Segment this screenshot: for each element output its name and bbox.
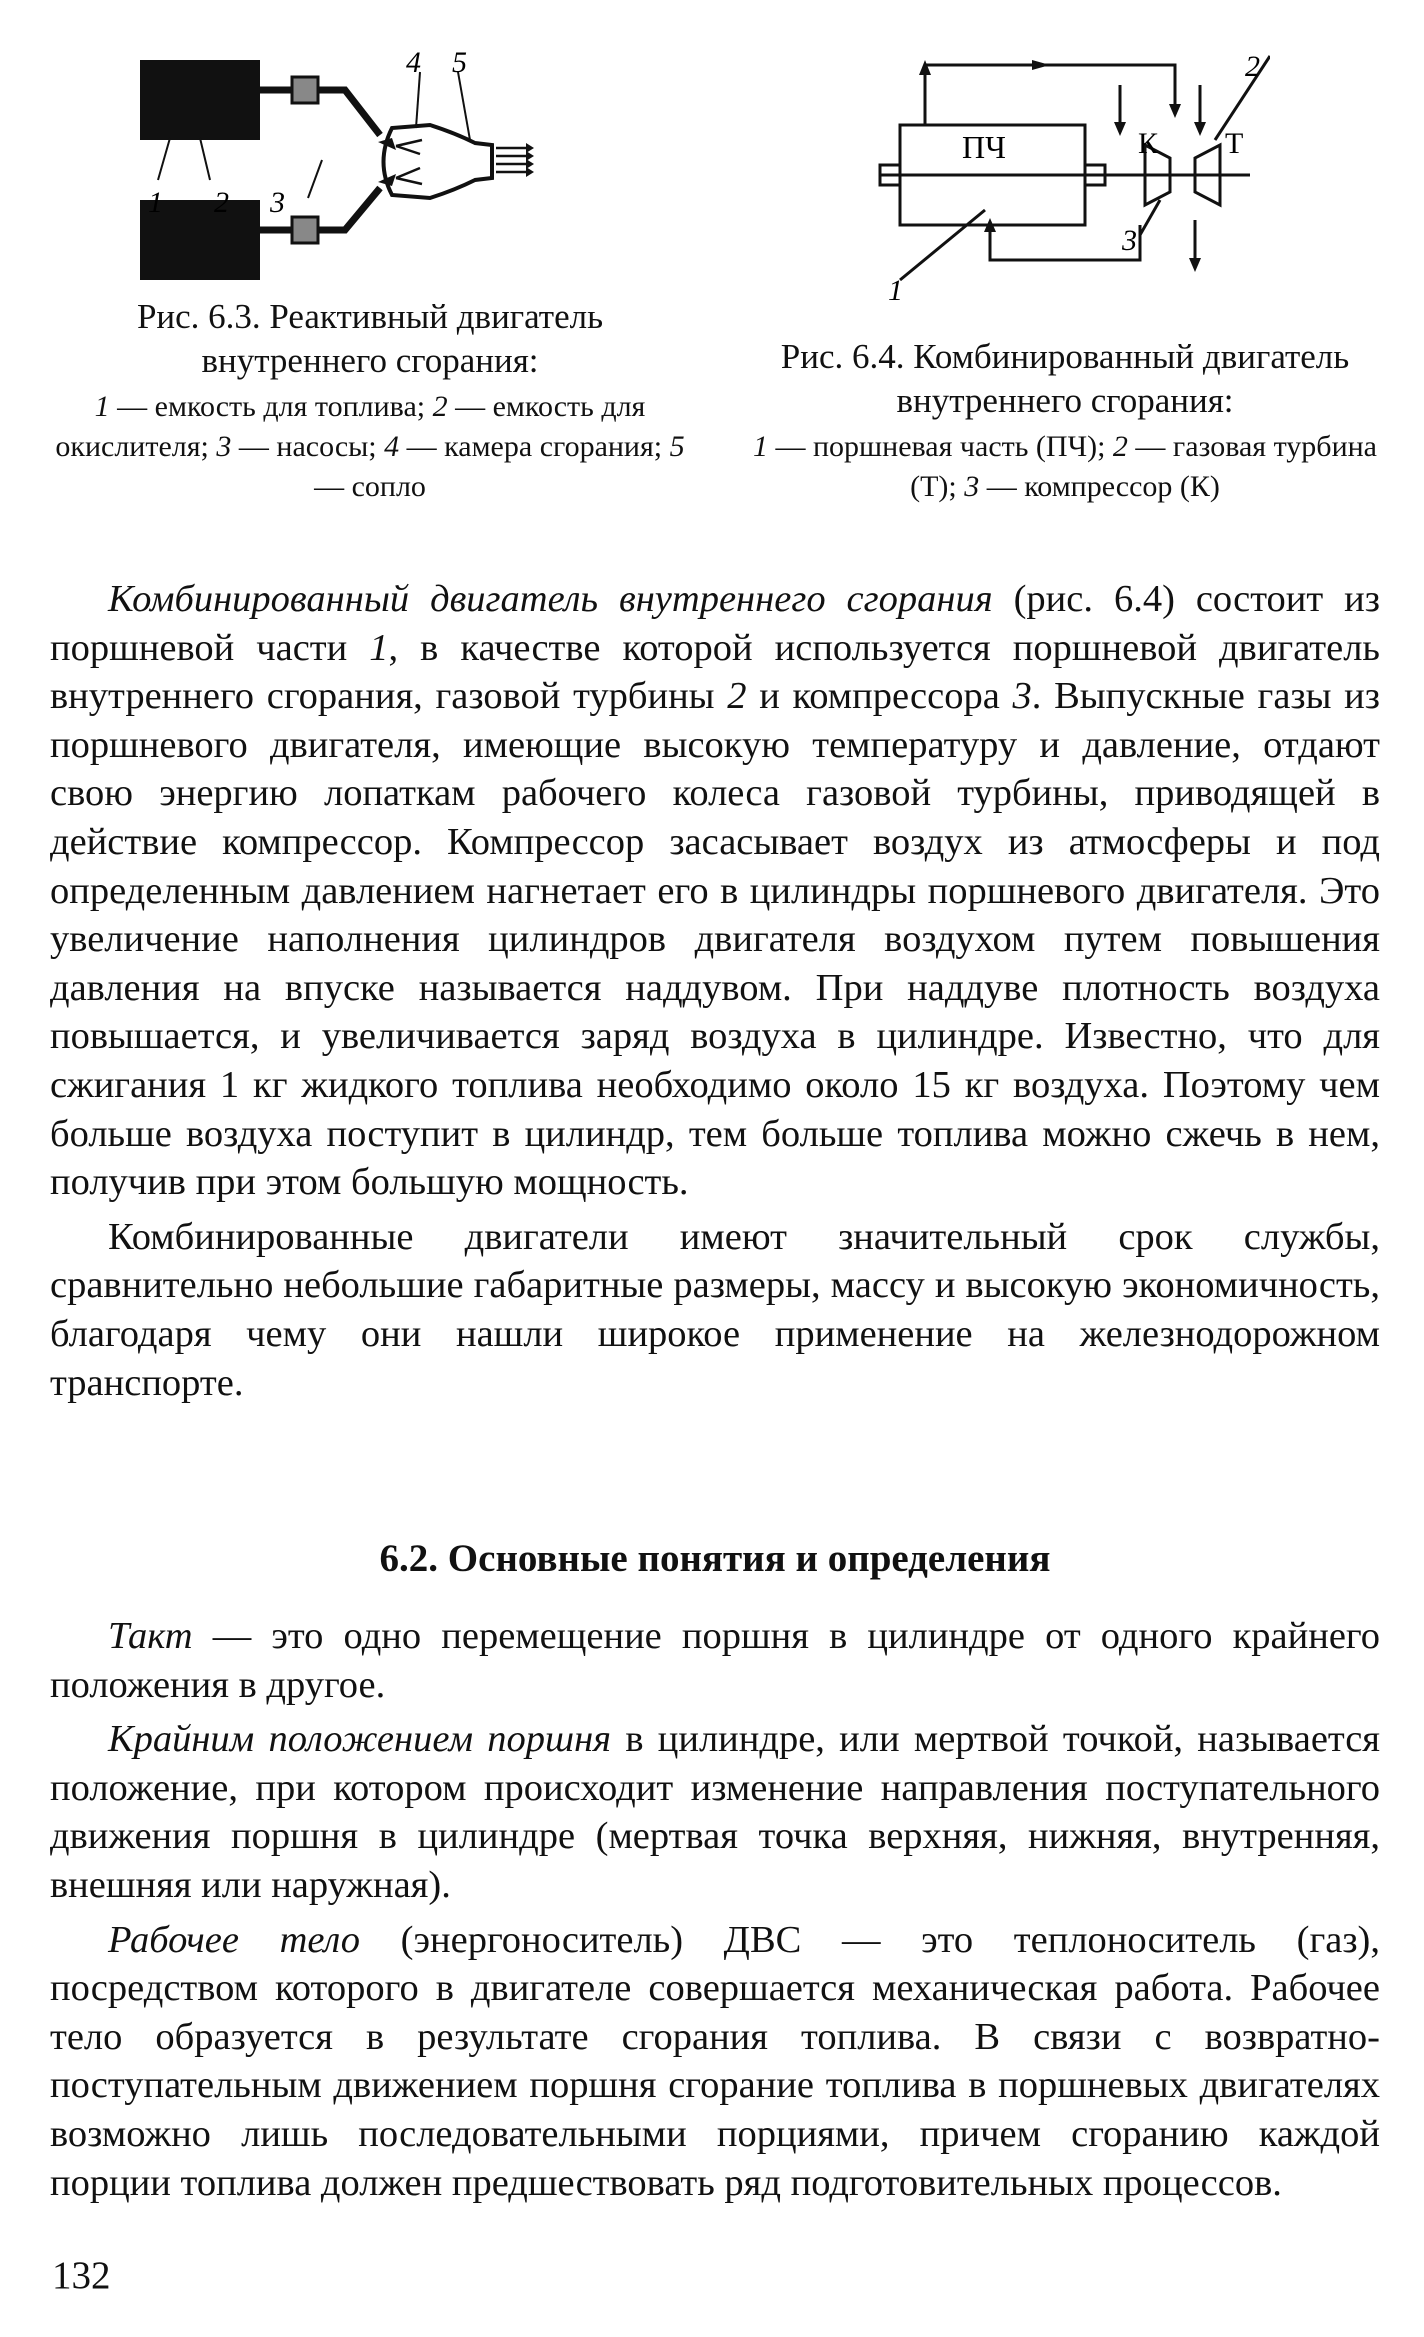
- fig64-label-2: 2: [1245, 50, 1260, 83]
- figure-6-3-caption-title: Рис. 6.3. Реактивный двигатель внутреннего сгорания:: [136, 297, 604, 380]
- paragraph-dead-center-definition: Крайним положением поршня в цилиндре, или мертвой точкой, называется положение, при котором происходит изменение направления поступательного движения поршня в цилиндре (мертвая точка верхняя, нижняя, внутренняя, внешняя или наружная).: [50, 1718, 1380, 1906]
- fig63-label-4: 4: [406, 50, 421, 79]
- figure-6-4-caption: [735, 335, 1395, 507]
- section-heading: 6.2. Основные понятия и определения: [379, 1537, 1051, 1580]
- page-number: 132: [52, 2254, 111, 2297]
- fig64-label-1: 1: [888, 274, 903, 307]
- fig64-label-k: К: [1138, 127, 1159, 160]
- body-text: [50, 575, 1380, 1407]
- figure-6-4-diagram: [870, 50, 1270, 310]
- fig63-label-5: 5: [452, 50, 467, 79]
- figure-6-3-diagram: [130, 50, 600, 280]
- paragraph-stroke-definition: Такт — это одно перемещение поршня в цилиндре от одного крайнего положения в другое.: [50, 1615, 1380, 1706]
- figure-6-4-caption-title: Рис. 6.4. Комбинированный двигатель внутреннего сгорания:: [780, 337, 1350, 420]
- paragraph-working-fluid-definition: Рабочее тело (энергоноситель) ДВС — это теплоноситель (газ), посредством которого в двигателе совершается механическая работа. Рабочее тело образуется в результате сгорания топлива. В связи с возвратно-поступательным движением поршня сгорание топлива в поршневых двигателях возможно лишь последовательными порциями, причем сгоранию каждой порции топлива должен предшествовать ряд подготовительных процессов.: [50, 1918, 1380, 2204]
- paragraph-combined-engine: Комбинированный двигатель внутреннего сгорания (рис. 6.4) состоит из поршневой части 1, в качестве которой используется поршневой двигатель внутреннего сгорания, газовой турбины 2 и компрессора 3. Выпускные газы из поршневого двигателя, имеющие высокую температуру и давление, отдают свою энергию лопаткам рабочего колеса газовой турбины, приводящей в действие компрессор. Компрессор засасывает воздух из атмосферы и под определенным давлением нагнетает его в цилиндры поршневого двигателя. Это увеличение наполнения цилиндров двигателя воздухом путем повышения давления на впуске называется наддувом. При наддуве плотность воздуха повышается, и увеличивается заряд воздуха в цилиндре. Известно, что для сжигания 1 кг жидкого топлива необходимо около 15 кг воздуха. Поэтому чем больше воздуха поступит в цилиндр, тем больше топлива можно сжечь в нем, получив при этом большую мощность.: [50, 578, 1380, 1204]
- fig63-label-2: 2: [214, 186, 229, 219]
- fig64-label-t: Т: [1225, 127, 1244, 160]
- fig64-label-3: 3: [1122, 224, 1137, 257]
- combustion-chamber: [384, 125, 493, 198]
- figure-6-3-legend: 1 — емкость для топлива; 2 — емкость для окислителя; 3 — насосы; 4 — камера сгорания; 5 — сопло: [55, 390, 685, 503]
- paragraph-combined-engine-advantages: Комбинированные двигатели имеют значительный срок службы, сравнительно небольшие габаритные размеры, массу и высокую экономичность, благодаря чему они нашли широкое применение на железнодорожном транспорте.: [50, 1215, 1380, 1404]
- pump-lower: [292, 217, 318, 243]
- section-text: [50, 1612, 1380, 2207]
- fig63-label-3: 3: [270, 186, 285, 219]
- fig64-label-pch: ПЧ: [962, 129, 1006, 165]
- figure-6-3-caption: [40, 295, 700, 507]
- pipe-upper: [260, 90, 380, 135]
- fig63-label-1: 1: [148, 186, 163, 219]
- figure-6-4-legend: 1 — поршневая часть (ПЧ); 2 — газовая турбина (Т); 3 — компрессор (К): [753, 430, 1377, 503]
- fuel-tank: [140, 60, 260, 140]
- pump-upper: [292, 77, 318, 103]
